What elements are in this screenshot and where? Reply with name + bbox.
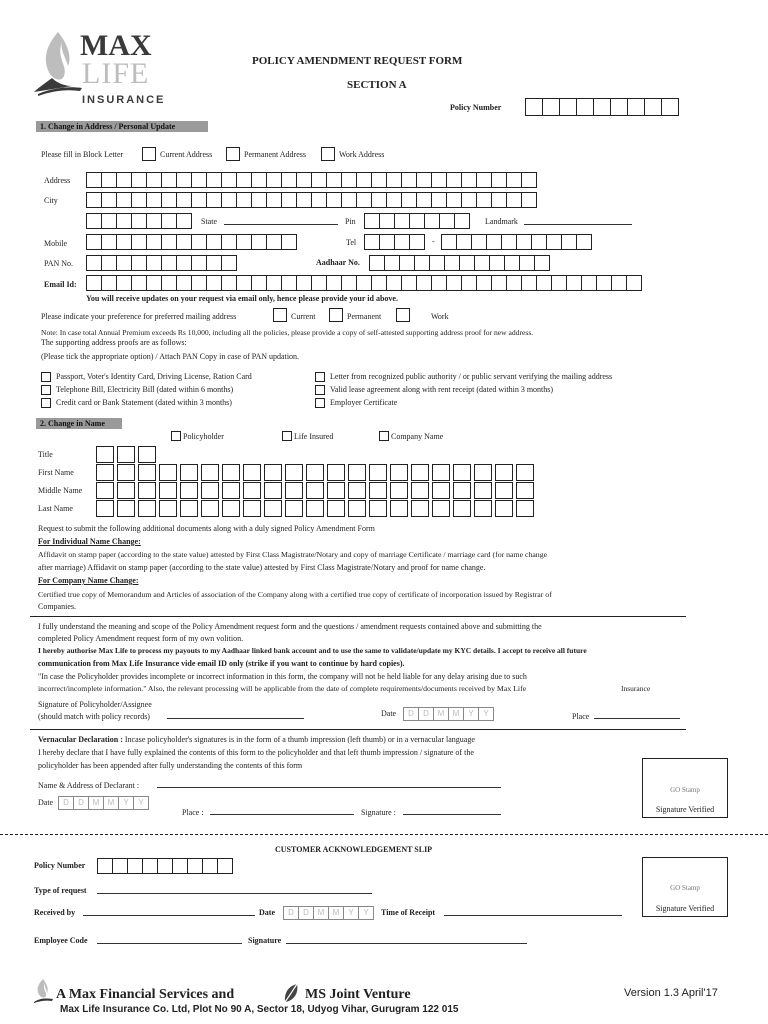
declaration-line-4: incorrect/incomplete information." Also, the relevant processing will be applicable from the date of complete requirements/documents received by Max Life bbox=[38, 684, 527, 693]
logo-insurance-text: INSURANCE bbox=[82, 94, 166, 106]
title-label: Title bbox=[38, 450, 53, 459]
proof-bank-label: Credit card or Bank Statement (dated within 3 months) bbox=[56, 398, 232, 407]
state-label: State bbox=[201, 217, 217, 226]
sdate-y1: Y bbox=[343, 906, 359, 920]
section-1-heading: 1. Change in Address / Personal Update bbox=[36, 121, 208, 132]
footer-jv-text-2: MS Joint Venture bbox=[305, 987, 411, 1002]
individual-change-text-2: after marriage) Affidavit on stamp paper (according to the state value) attested by First Class Magistrate/Notary and proof for name change. bbox=[38, 563, 486, 572]
vernacular-heading: Vernacular Declaration : bbox=[38, 735, 123, 744]
ms-leaf-icon bbox=[281, 982, 303, 1004]
type-of-request-line[interactable] bbox=[97, 893, 372, 894]
cut-line bbox=[0, 834, 768, 835]
slip-date-label: Date bbox=[259, 908, 275, 917]
permanent-address-label: Permanent Address bbox=[244, 150, 306, 159]
received-by-line[interactable] bbox=[83, 915, 255, 916]
date-y1: Y bbox=[463, 707, 479, 721]
declaration-top-rule bbox=[30, 616, 686, 617]
pref-current-label: Current bbox=[291, 312, 316, 321]
received-by-label: Received by bbox=[34, 908, 76, 917]
work-address-label: Work Address bbox=[339, 150, 385, 159]
slip-signature-line[interactable] bbox=[286, 943, 527, 944]
go-stamp-label: GO Stamp bbox=[670, 786, 700, 794]
vernacular-line-2: I hereby declare that I have fully explained the contents of this form to the policyholder and that left thumb impression / signature of the bbox=[38, 748, 474, 757]
declaration-place-label: Place bbox=[572, 712, 590, 721]
max-life-logo bbox=[32, 28, 172, 110]
vernacular-signature-label: Signature : bbox=[361, 808, 396, 817]
mobile-label: Mobile bbox=[44, 239, 68, 248]
state-input[interactable] bbox=[86, 213, 191, 229]
signature-policyholder-label: Signature of Policyholder/Assignee bbox=[38, 700, 152, 709]
date-m2: M bbox=[448, 707, 464, 721]
vernacular-date-label: Date bbox=[38, 798, 54, 807]
vdate-d1: D bbox=[58, 796, 74, 810]
pan-label: PAN No. bbox=[44, 259, 74, 268]
slip-title: CUSTOMER ACKNOWLEDGEMENT SLIP bbox=[275, 845, 433, 854]
footer-address: Max Life Insurance Co. Ltd, Plot No 90 A, Sector 18, Udyog Vihar, Gurugram 122 015 bbox=[60, 1004, 459, 1015]
city-label: City bbox=[44, 196, 58, 205]
proof-lease-label: Valid lease agreement along with rent receipt (dated within 3 months) bbox=[330, 385, 554, 394]
policy-number-input[interactable] bbox=[525, 98, 678, 116]
aadhaar-label: Aadhaar No. bbox=[316, 258, 360, 267]
type-of-request-label: Type of request bbox=[34, 886, 87, 895]
proof-passport-checkbox[interactable] bbox=[41, 372, 51, 382]
pref-work-label: Work bbox=[431, 312, 449, 321]
email-note: You will receive updates on your request via email only, hence please provide your id above. bbox=[86, 294, 398, 303]
date-d1: D bbox=[403, 707, 419, 721]
go-stamp-box bbox=[642, 758, 728, 818]
date-y2: Y bbox=[478, 707, 494, 721]
city-input[interactable] bbox=[86, 192, 536, 208]
footer-version: Version 1.3 April'17 bbox=[624, 987, 718, 999]
declaration-bold-2: communication from Max Life Insurance vide email ID only (strike if you want to continue by hard copies). bbox=[38, 659, 405, 668]
life-insured-checkbox[interactable] bbox=[282, 431, 292, 441]
pref-work-checkbox[interactable] bbox=[396, 308, 410, 322]
proof-bank-checkbox[interactable] bbox=[41, 398, 51, 408]
declaration-place-line[interactable] bbox=[594, 718, 680, 719]
permanent-address-checkbox[interactable] bbox=[226, 147, 240, 161]
middle-name-input[interactable] bbox=[96, 482, 533, 499]
pan-input[interactable] bbox=[86, 255, 236, 271]
proof-lease-checkbox[interactable] bbox=[315, 385, 325, 395]
proof-employer-label: Employer Certificate bbox=[330, 398, 398, 407]
vernacular-date-input[interactable] bbox=[58, 796, 148, 810]
vdate-m2: M bbox=[103, 796, 119, 810]
vernacular-line-3: policyholder has been appended after fully understanding the contents of this form bbox=[38, 761, 303, 770]
footer-jv-text-1: A Max Financial Services and bbox=[56, 987, 235, 1002]
pref-permanent-label: Permanent bbox=[347, 312, 382, 321]
proof-employer-checkbox[interactable] bbox=[315, 398, 325, 408]
mailing-pref-label: Please indicate your preference for preferred mailing address bbox=[41, 312, 237, 321]
date-m1: M bbox=[433, 707, 449, 721]
vernacular-place-line[interactable] bbox=[210, 814, 354, 815]
individual-change-text-1: Affidavit on stamp paper (according to the state value) attested by First Class Magistrate/Notary and copy of marriage Certificate / marriage card (for name change bbox=[38, 550, 548, 559]
form-title: POLICY AMENDMENT REQUEST FORM bbox=[252, 55, 463, 67]
address-proof-note: Note: In case total Annual Premium exceeds Rs 10,000, including all the policies, please provide a copy of self-attested supporting address proof for new address. bbox=[41, 328, 534, 337]
time-of-receipt-line[interactable] bbox=[444, 915, 622, 916]
pref-current-checkbox[interactable] bbox=[273, 308, 287, 322]
tick-note: (Please tick the appropriate option) / Attach PAN Copy in case of PAN updation. bbox=[41, 352, 300, 361]
logo-max-text: MAX bbox=[80, 29, 152, 62]
pref-permanent-checkbox[interactable] bbox=[329, 308, 343, 322]
life-insured-label: Life Insured bbox=[294, 432, 334, 441]
slip-signature-verified-label: Signature Verified bbox=[655, 904, 715, 913]
company-change-heading: For Company Name Change: bbox=[38, 576, 139, 585]
sdate-y2: Y bbox=[358, 906, 374, 920]
declaration-bold-1: I hereby authorise Max Life to process my payouts to my Aadhaar linked bank account and to use the same to validate/update my KYC details. I accept to receive all future bbox=[38, 646, 587, 655]
request-docs-text: Request to submit the following additional documents along with a duly signed Policy Amendment Form bbox=[38, 524, 375, 533]
pin-label: Pin bbox=[345, 217, 356, 226]
slip-policy-number-input[interactable] bbox=[97, 858, 232, 874]
current-address-checkbox[interactable] bbox=[142, 147, 156, 161]
last-name-label: Last Name bbox=[38, 504, 73, 513]
vernacular-top-rule bbox=[30, 729, 686, 730]
signature-verified-label: Signature Verified bbox=[655, 805, 715, 814]
sdate-d2: D bbox=[298, 906, 314, 920]
middle-name-label: Middle Name bbox=[38, 486, 83, 495]
policyholder-label: Policyholder bbox=[183, 432, 224, 441]
employee-code-line[interactable] bbox=[97, 943, 242, 944]
max-flame-icon bbox=[32, 978, 54, 1004]
vernacular-place-label: Place : bbox=[182, 808, 204, 817]
tel-dash: - bbox=[432, 237, 435, 246]
sdate-m1: M bbox=[313, 906, 329, 920]
proof-bill-checkbox[interactable] bbox=[41, 385, 51, 395]
vdate-y1: Y bbox=[118, 796, 134, 810]
tel-label: Tel bbox=[346, 238, 357, 247]
company-name-label: Company Name bbox=[391, 432, 444, 441]
section-2-heading: 2. Change in Name bbox=[36, 418, 122, 429]
declaration-date-label: Date bbox=[381, 709, 397, 718]
first-name-input[interactable] bbox=[96, 464, 533, 481]
policy-number-label: Policy Number bbox=[450, 103, 502, 112]
company-change-text-2: Companies. bbox=[38, 602, 76, 611]
vernacular-signature-line[interactable] bbox=[403, 814, 501, 815]
vdate-d2: D bbox=[73, 796, 89, 810]
slip-policy-number-label: Policy Number bbox=[34, 861, 86, 870]
landmark-line[interactable] bbox=[524, 224, 632, 225]
mobile-input[interactable] bbox=[86, 234, 296, 250]
address-label: Address bbox=[44, 176, 71, 185]
section-title: SECTION A bbox=[347, 79, 407, 91]
policyholder-checkbox[interactable] bbox=[171, 431, 181, 441]
block-letter-label: Please fill in Block Letter bbox=[41, 150, 124, 159]
declaration-line-2: completed Policy Amendment request form of my own volition. bbox=[38, 634, 244, 643]
declaration-date-input[interactable] bbox=[403, 707, 493, 721]
declarant-name-label: Name & Address of Declarant : bbox=[38, 781, 140, 790]
declarant-name-line[interactable] bbox=[157, 787, 501, 788]
signature-policyholder-line[interactable] bbox=[167, 718, 304, 719]
last-name-input[interactable] bbox=[96, 500, 533, 517]
tel-std-input[interactable] bbox=[364, 234, 424, 250]
vdate-m1: M bbox=[88, 796, 104, 810]
address-input[interactable] bbox=[86, 172, 536, 188]
sdate-d1: D bbox=[283, 906, 299, 920]
slip-go-stamp-label: GO Stamp bbox=[670, 884, 700, 892]
tel-number-input[interactable] bbox=[441, 234, 591, 250]
address-proof-note-2: The supporting address proofs are as follows: bbox=[41, 338, 187, 347]
slip-go-stamp-box bbox=[642, 857, 728, 917]
proof-letter-checkbox[interactable] bbox=[315, 372, 325, 382]
employee-code-label: Employee Code bbox=[34, 936, 88, 945]
state-line bbox=[224, 224, 338, 225]
proof-bill-label: Telephone Bill, Electricity Bill (dated within 6 months) bbox=[56, 385, 234, 394]
proof-letter-label: Letter from recognized public authority / or public servant verifying the mailing address bbox=[330, 372, 613, 381]
declaration-line-3: "In case the Policyholder provides incomplete or incorrect information in this form, the company will not be held liable for any delay arising due to such bbox=[38, 672, 527, 681]
landmark-label: Landmark bbox=[485, 217, 518, 226]
sdate-m2: M bbox=[328, 906, 344, 920]
slip-signature-label: Signature bbox=[248, 936, 282, 945]
aadhaar-input[interactable] bbox=[369, 255, 549, 271]
declaration-line-1: I fully understand the meaning and scope of the Policy Amendment request form and the questions / amendment requests contained above and submitting the bbox=[38, 622, 542, 631]
time-of-receipt-label: Time of Receipt bbox=[381, 908, 436, 917]
signature-note: (should match with policy records) bbox=[38, 712, 150, 721]
first-name-label: First Name bbox=[38, 468, 74, 477]
company-change-text-1: Certified true copy of Memorandum and Articles of association of the Company along with a certified true copy of certificate of incorporation issued by Registrar of bbox=[38, 590, 552, 599]
vernacular-line-1 bbox=[38, 734, 475, 745]
date-d2: D bbox=[418, 707, 434, 721]
vernacular-text-1: Incase policyholder's signatures is in the form of a thumb impression (left thumb) or in a vernacular language bbox=[122, 735, 475, 744]
company-name-checkbox[interactable] bbox=[379, 431, 389, 441]
work-address-checkbox[interactable] bbox=[321, 147, 335, 161]
current-address-label: Current Address bbox=[160, 150, 213, 159]
slip-date-input[interactable] bbox=[283, 906, 373, 920]
declaration-line-4b: Insurance bbox=[621, 684, 651, 693]
email-label: Email Id: bbox=[44, 280, 77, 289]
vdate-y2: Y bbox=[133, 796, 149, 810]
email-input[interactable] bbox=[86, 275, 641, 291]
individual-change-heading: For Individual Name Change: bbox=[38, 537, 141, 546]
proof-passport-label: Passport, Voter's Identity Card, Driving License, Ration Card bbox=[56, 372, 252, 381]
flame-logo-icon bbox=[32, 28, 84, 100]
logo-life-text: LIFE bbox=[82, 57, 150, 90]
title-input[interactable] bbox=[96, 446, 155, 463]
pin-input[interactable] bbox=[364, 213, 469, 229]
